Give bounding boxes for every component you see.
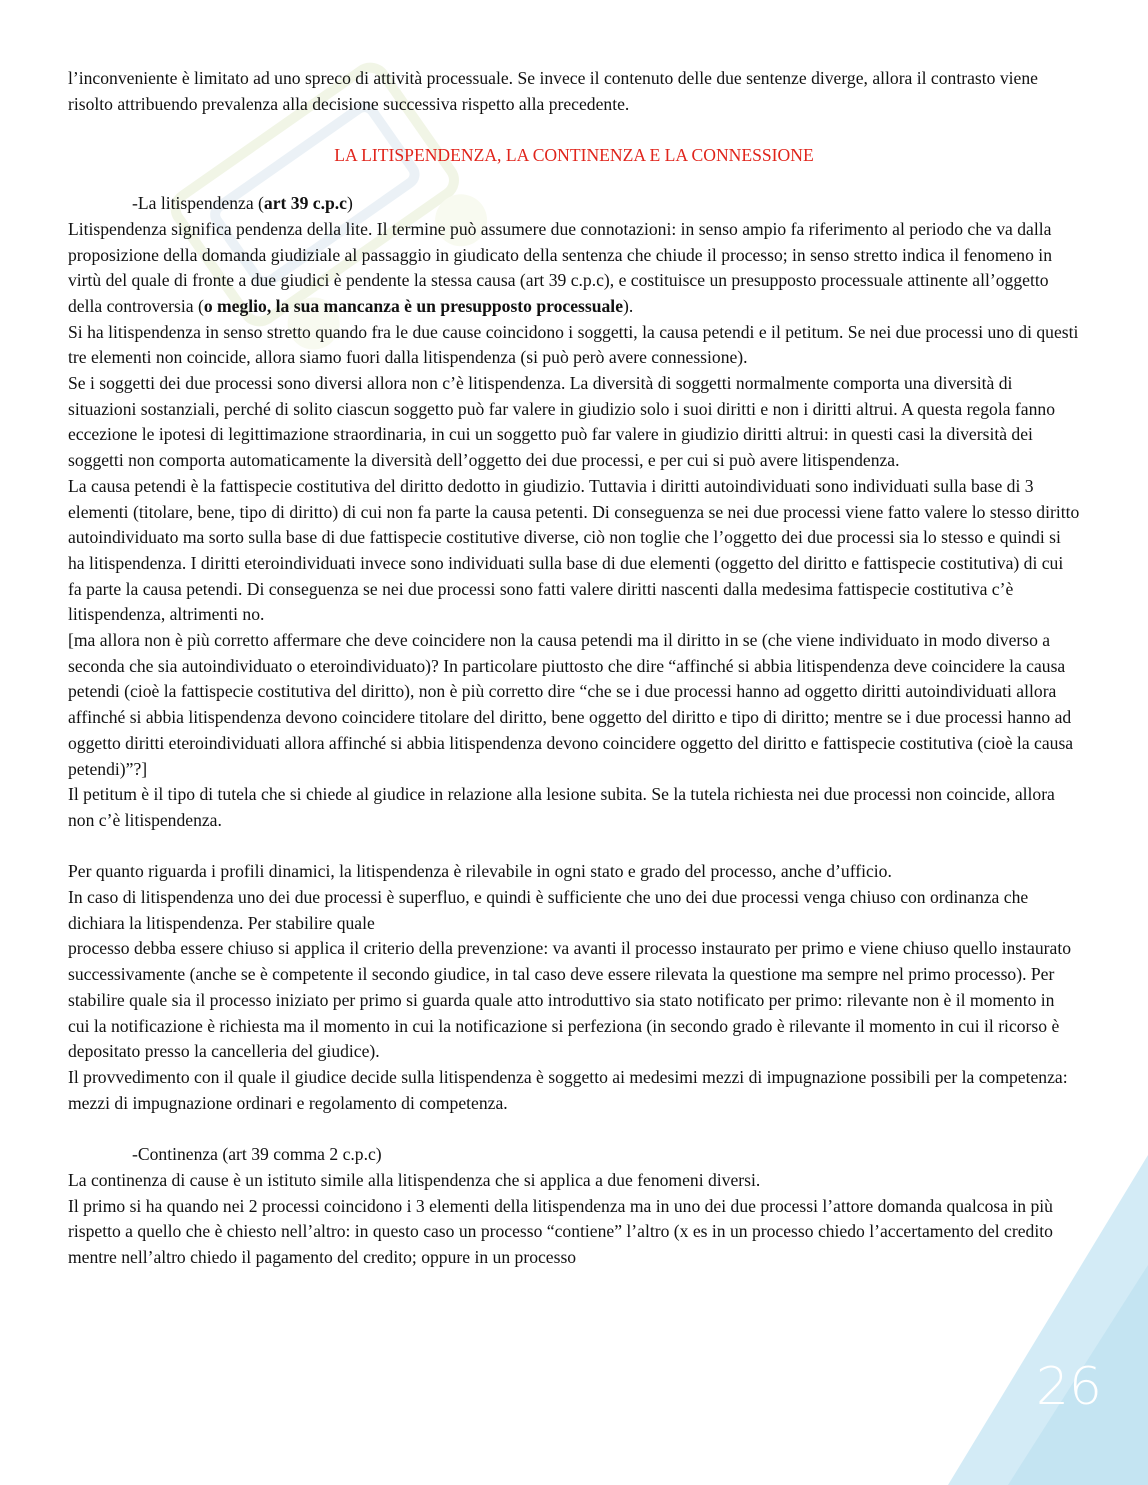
paragraph: La continenza di cause è un istituto simile alla litispendenza che si applica a due fenomeni diversi.	[68, 1169, 761, 1190]
paragraph: In caso di litispendenza uno dei due processi è superfluo, e quindi è sufficiente che uno dei due processi venga chiuso con ordinanza che dichiara la litispendenza. Per stabilire quale	[68, 887, 1029, 933]
paragraph: Il primo si ha quando nei 2 processi coincidono i 3 elementi della litispendenza ma in uno dei due processi l’attore domanda qualcosa in più rispetto a quello che è chiesto nell’altro: in questo caso un processo “contiene” l’altro (x es in un processo chiedo l’accertamento del credito mentre nell’altro chiedo il pagamento del credito; oppure in un processo	[68, 1195, 1053, 1267]
paragraph: [ma allora non è più corretto affermare che deve coincidere non la causa petendi ma il diritto in se (che viene individuato in modo diverso a seconda che sia autoindividuato o eteroindividuato)? In particolare piuttosto che dire “affinché si abbia litispendenza deve coincidere la causa petendi (cioè la fattispecie costitutiva del diritto), non è più corretto dire “che se i due processi hanno ad oggetto diritti autoindividuati allora affinché si abbia litispendenza devono coincidere titolare del diritto, bene oggetto del diritto e tipo di diritto; mentre se i due processi hanno ad oggetto diritti eteroindividuati allora affinché si abbia litispendenza devono coincidere oggetto del diritto e fattispecie costitutiva (cioè la causa petendi)”?]	[68, 630, 1074, 779]
spacer	[68, 1116, 1080, 1142]
document-body	[68, 66, 1080, 1271]
paragraph: processo debba essere chiuso si applica il criterio della prevenzione: va avanti il processo instaurato per primo e viene chiuso quello instaurato successivamente (anche se è competente il secondo giudice, in tal caso deve essere rilevata la questione ma sempre nel primo processo). Per stabilire quale sia il processo iniziato per primo si guarda quale atto introduttivo sia stato notificato per primo: rilevante non è il momento in cui la notificazione è richiesta ma il momento in cui la notificazione si perfeziona (in secondo grado è rilevante il momento in cui il ricorso è depositato presso la cancelleria del giudice).	[68, 938, 1071, 1062]
section-heading: LA LITISPENDENZA, LA CONTINENZA E LA CONNESSIONE	[334, 145, 814, 166]
paragraph: Litispendenza significa pendenza della lite. Il termine può assumere due connotazioni: in senso ampio fa riferimento al periodo che va dalla proposizione della domanda giudiziale al passaggio in giudicato della sentenza che chiude il processo; in senso stretto indica il fenomeno in virtù del quale di fronte a due giudici è pendente la stessa causa (art 39 c.p.c), e costituisce un presupposto processuale attinente all’oggetto della controversia (o meglio, la sua mancanza è un presupposto processuale).	[68, 218, 1052, 316]
paragraph: Per quanto riguarda i profili dinamici, la litispendenza è rilevabile in ogni stato e grado del processo, anche d’ufficio.	[68, 861, 892, 882]
paragraph: La causa petendi è la fattispecie costitutiva del diritto dedotto in giudizio. Tuttavia i diritti autoindividuati sono individuati sulla base di 3 elementi (titolare, bene, tipo di diritto) di cui non fa parte la causa petenti. Di conseguenza se nei due processi viene fatto valere lo stesso diritto autoindividuato ma sorto sulla base di due fattispecie costitutive diverse, ciò non toglie che l’oggetto dei due processi sia lo stesso e quindi si ha litispendenza. I diritti eteroindividuati invece sono individuati sulla base di due elementi (oggetto del diritto e fattispecie costitutiva) di cui fa parte la causa petendi. Di conseguenza se nei due processi sono fatti valere diritti nascenti dalla medesima fattispecie costitutiva c’è litispendenza, altrimenti no.	[68, 475, 1080, 625]
paragraph: Il petitum è il tipo di tutela che si chiede al giudice in relazione alla lesione subita. Se la tutela richiesta nei due processi non coincide, allora non c’è litispendenza.	[68, 784, 1055, 830]
spacer	[68, 834, 1080, 860]
subheading-continenza: -Continenza (art 39 comma 2 c.p.c)	[132, 1144, 382, 1165]
page-number: 26	[1035, 1357, 1102, 1417]
subheading-litispendenza: -La litispendenza (art 39 c.p.c)	[132, 193, 353, 214]
paragraph: Il provvedimento con il quale il giudice decide sulla litispendenza è soggetto ai medesimi mezzi di impugnazione possibili per la competenza: mezzi di impugnazione ordinari e regolamento di competenza.	[68, 1067, 1068, 1113]
paragraph: Si ha litispendenza in senso stretto quando fra le due cause coincidono i soggetti, la causa petendi e il petitum. Se nei due processi uno di questi tre elementi non coincide, allora siamo fuori dalla litispendenza (si può però avere connessione).	[68, 321, 1079, 368]
paragraph: Se i soggetti dei due processi sono diversi allora non c’è litispendenza. La diversità di soggetti normalmente comporta una diversità di situazioni sostanziali, perché di solito ciascun soggetto può far valere in giudizio solo i suoi diritti e non i diritti altrui. A questa regola fanno eccezione le ipotesi di legittimazione straordinaria, in cui un soggetto può far valere in giudizio diritti altrui: in questi casi la diversità dei soggetti non comporta automaticamente la diversità dell’oggetto dei due processi, e per cui si può avere litispendenza.	[68, 373, 1055, 471]
intro-paragraph: l’inconveniente è limitato ad uno spreco di attività processuale. Se invece il contenuto delle due sentenze diverge, allora il contrasto viene risolto attribuendo prevalenza alla decisione successiva rispetto alla precedente.	[68, 68, 1038, 114]
